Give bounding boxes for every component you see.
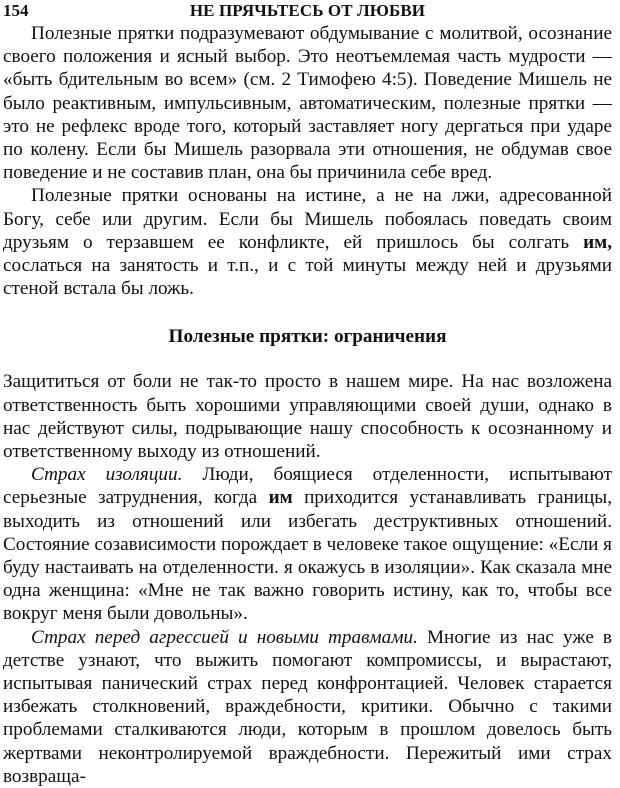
paragraph-text: Люди, боящиеся отделенности, испытывают серьезные затруднения, когда bbox=[3, 464, 613, 509]
paragraph-fear-of-aggression bbox=[3, 626, 612, 788]
paragraph-protect-from-pain bbox=[3, 370, 612, 463]
paragraph-text: приходится устанавливать границы, выходить из отношений или избегать деструктивных отношений. Состояние созависимости порождает в человеке такое ощущение: «Если я буду настаивать на отделенности. я окажусь в изоляции». Как сказала мне одна женщина: «Мне не так важно говорить истину, как то, чтобы все вокруг меня были довольны». bbox=[3, 487, 612, 625]
paragraph-useful-hiding-prayer bbox=[3, 22, 612, 184]
emphasis-bold: им, bbox=[583, 231, 612, 253]
paragraph-text: Полезные прятки подразумевают обдумывание с молитвой, осознание своего положения и ясный выбор. Это неотъемлемая часть мудрости — «быть бдительным во всем» (см. 2 Тимофею 4:5). Поведение Мишель не было реактивным, импульсивным, автоматическим, полезные прятки — это не рефлекс вроде того, который заставляет ногу дергаться при ударе по колену. Если бы Мишель разорвала эти отношения, не обдумав свое поведение и не составив план, она бы причинила себе вред. bbox=[3, 23, 612, 184]
paragraph-text: Защититься от боли не так-то просто в нашем мире. На нас возложена ответственность быть хорошими управляющими своей души, однако в нас действуют силы, подрывающие нашу способность к осознанному и ответственному выходу из отношений. bbox=[3, 371, 612, 463]
page-number: 154 bbox=[3, 1, 29, 20]
running-header bbox=[3, 0, 612, 22]
running-title: НЕ ПРЯЧЬТЕСЬ ОТ ЛЮБВИ bbox=[189, 1, 426, 20]
paragraph-fear-of-isolation bbox=[3, 463, 612, 625]
paragraph-text: Многие из нас уже в детстве узнают, что выжить помогают компромиссы, и вырастают, испытывая панический страх перед конфронтацией. Человек старается избежать столкновений, враждебности, критики. Обычно с такими проблемами сталкиваются люди, которым в прошлом довелось быть жертвами неконтролируемой враждебности. Пережитый ими страх возвраща- bbox=[3, 626, 612, 787]
emphasis-italic: Страх перед агрессией и новыми травмами. bbox=[31, 626, 418, 648]
section-heading: Полезные прятки: ограничения bbox=[168, 326, 447, 348]
paragraph-text: Полезные прятки основаны на истине, а не на лжи, адресованной Богу, себе или другим. Если бы Мишель побоялась поведать своим друзьям о терзавшем ее конфликте, ей пришлось бы солгать bbox=[3, 185, 612, 253]
paragraph-text: сослаться на занятость и т.п., и с той минуты между ней и друзьями стеной встала бы ложь. bbox=[3, 255, 612, 300]
paragraph-useful-hiding-truth bbox=[3, 184, 612, 300]
emphasis-italic: Страх изоляции. bbox=[31, 464, 183, 486]
emphasis-bold: им bbox=[268, 487, 293, 509]
body-text bbox=[3, 22, 612, 788]
